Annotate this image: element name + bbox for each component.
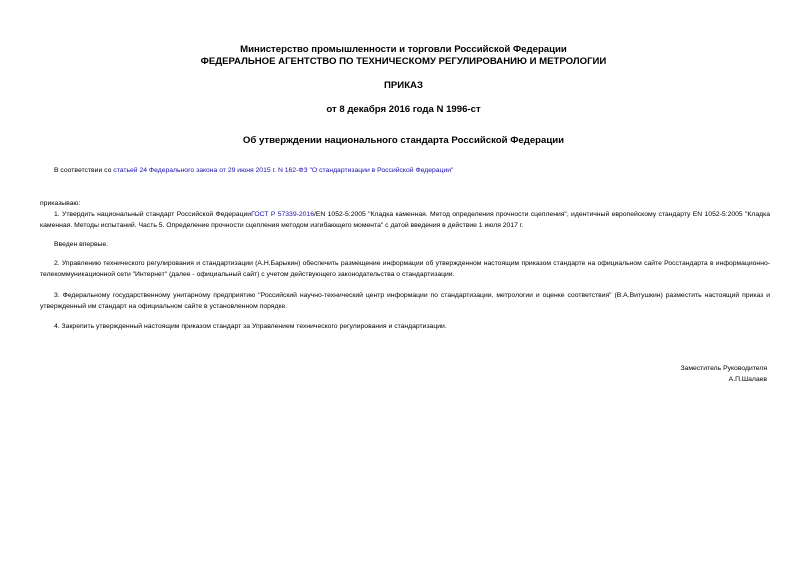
item-1 bbox=[40, 210, 770, 231]
ministry-name: Министерство промышленности и торговли Российской Федерации bbox=[240, 44, 567, 55]
item-1-rest: /EN 1052-5:2005 "Кладка каменная. Метод определения прочности сцепления", идентичный европейскому стандарту EN 1052-5:2005 "Кладка каменная. Методы испытаний. Часть 5. Определение прочности сцепления методом изгибающего момента" с датой введения в действие 1 июля 2017 г. bbox=[40, 211, 771, 229]
item-4: 4. Закрепить утвержденный настоящим приказом стандарт за Управлением технического регулирования и стандартизации. bbox=[54, 323, 447, 330]
introduced-note: Введен впервые. bbox=[54, 241, 109, 248]
preamble-text: В соответствии со bbox=[54, 167, 114, 174]
document-title: Об утверждении национального стандарта Российской Федерации bbox=[242, 135, 565, 146]
signature-position: Заместитель Руководителя bbox=[680, 365, 767, 372]
agency-name: ФЕДЕРАЛЬНОЕ АГЕНТСТВО ПО ТЕХНИЧЕСКОМУ РЕГУЛИРОВАНИЮ И МЕТРОЛОГИИ bbox=[200, 56, 607, 67]
signature-name: А.П.Шалаев bbox=[728, 376, 767, 383]
item-2: 2. Управлению технического регулирования и стандартизации (А.Н.Барыкин) обеспечить размещение информации об утвержденном настоящим приказом стандарте на официальном сайте Росстандарта в информационно-телекоммуникационной сети "Интернет" (далее - официальный сайт) с учетом действующего законодательства о стандартизации. bbox=[40, 260, 770, 278]
document-type: ПРИКАЗ bbox=[384, 80, 423, 91]
law-article-link[interactable]: статьей 24 Федерального закона от 29 июня 2015 г. N 162-ФЗ "О стандартизации в Российской Федерации" bbox=[113, 167, 454, 174]
item-3: 3. Федеральному государственному унитарному предприятию "Российский научно-технический центр информации по стандартизации, метрологии и оценке соответствия" (В.А.Витушкин) разместить настоящий приказ и утвержденный им стандарт на официальном сайте в установленном порядке. bbox=[40, 292, 770, 310]
item-1-prefix: 1. Утвердить национальный стандарт Российской Федерации bbox=[54, 211, 252, 218]
order-word: приказываю: bbox=[40, 200, 81, 207]
document-date-number: от 8 декабря 2016 года N 1996-ст bbox=[326, 104, 481, 115]
preamble bbox=[40, 166, 770, 177]
gost-standard-link[interactable]: ГОСТ Р 57339-2016 bbox=[251, 211, 314, 218]
